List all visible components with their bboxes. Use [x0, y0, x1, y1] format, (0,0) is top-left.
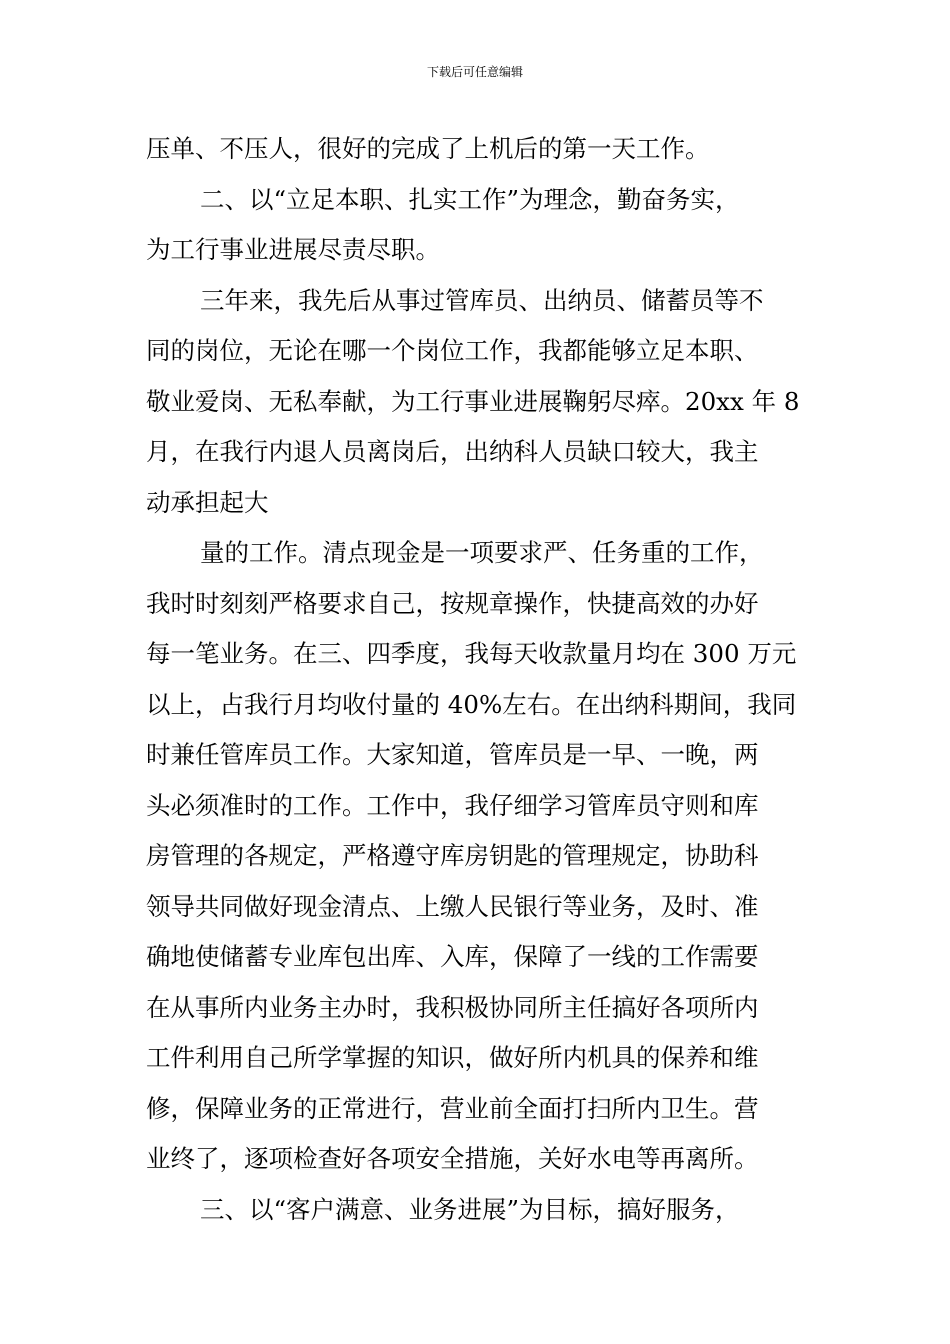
text-line: 量的工作。清点现金是一项要求严、任务重的工作，	[200, 538, 764, 567]
text-line: 二、以“立足本职、扎实工作”为理念，勤奋务实，	[200, 184, 740, 214]
text-line: 业终了，逐项检查好各项安全措施，关好水电等再离所。	[146, 1144, 759, 1173]
text-line: 在从事所内业务主办时，我积极协同所主任搞好各项所内	[146, 992, 759, 1022]
text-line: 头必须准时的工作。工作中，我仔细学习管库员守则和库	[146, 790, 759, 820]
text-line: 三年来，我先后从事过管库员、出纳员、储蓄员等不	[200, 285, 764, 315]
text-line: 时兼任管库员工作。大家知道，管库员是一早、一晚，两	[146, 740, 759, 769]
text-line: 压单、不压人，很好的完成了上机后的第一天工作。	[146, 134, 710, 163]
text-line: 动承担起大	[146, 487, 269, 517]
text-line: 每一笔业务。在三、四季度，我每天收款量月均在 300 万元	[146, 639, 797, 668]
text-line: 房管理的各规定，严格遵守库房钥匙的管理规定，协助科	[146, 841, 759, 870]
text-line: 敬业爱岗、无私奉献，为工行事业进展鞠躬尽瘁。20xx 年 8	[146, 386, 800, 416]
text-line: 确地使储蓄专业库包出库、入库，保障了一线的工作需要	[146, 942, 759, 971]
text-line: 修，保障业务的正常进行，营业前全面打扫所内卫生。营	[146, 1093, 759, 1123]
text-line: 工件利用自己所学掌握的知识，做好所内机具的保养和维	[146, 1043, 759, 1072]
text-line: 同的岗位，无论在哪一个岗位工作，我都能够立足本职、	[146, 336, 759, 365]
page-header: 下载后可任意编辑	[426, 65, 523, 79]
document-body	[146, 124, 808, 1235]
text-line: 我时时刻刻严格要求自己，按规章操作，快捷高效的办好	[146, 588, 759, 618]
text-line: 以上，占我行月均收付量的 40%左右。在出纳科期间，我同	[146, 689, 797, 719]
text-line: 三、以“客户满意、业务进展”为目标，搞好服务，	[200, 1194, 740, 1224]
text-line: 月，在我行内退人员离岗后，出纳科人员缺口较大，我主	[146, 437, 759, 466]
text-line: 为工行事业进展尽责尽职。	[146, 235, 440, 264]
text-line: 领导共同做好现金清点、上缴人民银行等业务，及时、准	[146, 891, 759, 921]
